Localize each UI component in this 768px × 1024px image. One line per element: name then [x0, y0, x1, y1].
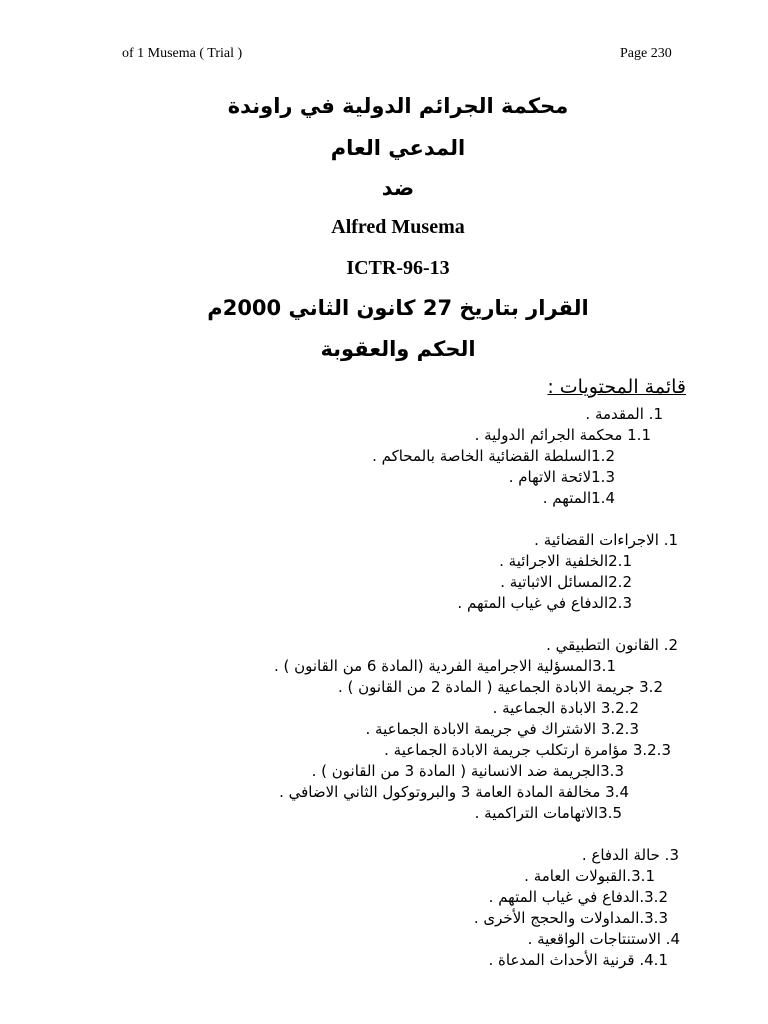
toc-line: 3.3الجريمة ضد الانسانية ( المادة 3 من القانون ) .	[311, 762, 624, 780]
toc-line: 3.1المسؤلية الاجرامية الفردية (المادة 6 من القانون ) .	[273, 657, 616, 675]
toc-line: 3.2.2 الابادة الجماعية .	[492, 699, 639, 717]
toc-line: 3.2 جريمة الابادة الجماعية ( المادة 2 من القانون ) .	[338, 678, 663, 696]
toc-line: 3.2.الدفاع في غياب المتهم .	[488, 888, 668, 906]
prosecutor-title: المدعي العام	[330, 136, 466, 160]
header-left: of 1 Musema ( Trial )	[122, 46, 243, 61]
decision-date: القرار بتاريخ 27 كانون الثاني 2000م	[207, 296, 589, 320]
toc-line: 2.2المسائل الاثباتية .	[500, 573, 632, 591]
toc-line: 1. المقدمة .	[585, 405, 663, 423]
judgement-title: الحكم والعقوبة	[320, 337, 476, 361]
toc-line: 3.3.المداولات والحجج الأخرى .	[473, 909, 668, 927]
toc-line: 1.4المتهم .	[542, 489, 615, 507]
toc-line: 2.3الدفاع في غياب المتهم .	[457, 594, 632, 612]
toc-line: 1.2السلطة القضائية الخاصة بالمحاكم .	[372, 447, 615, 465]
page-number: Page 230	[620, 46, 672, 61]
toc-line: 1. الاجراءات القضائية .	[534, 531, 678, 549]
court-title: محكمة الجرائم الدولية في راوندة	[227, 94, 569, 118]
toc-line: 4. الاستنتاجات الواقعية .	[527, 930, 680, 948]
toc-heading: قائمة المحتويات :	[547, 376, 686, 398]
toc-line: 2. القانون التطبيقي .	[546, 636, 678, 654]
toc-line: 3. حالة الدفاع .	[581, 846, 679, 864]
toc-line: 4.1. قرنية الأحداث المدعاة .	[488, 951, 668, 969]
toc-line: 3.2.3 الاشتراك في جريمة الابادة الجماعية .	[365, 720, 639, 738]
toc-line: 1.3لائحة الاتهام .	[508, 468, 615, 486]
toc-line: 3.4 مخالفة المادة العامة 3 والبروتوكول الثاني الاضافي .	[279, 783, 629, 801]
toc-line: 2.1الخلفية الاجرائية .	[499, 552, 632, 570]
toc-line: 1.1 محكمة الجرائم الدولية .	[474, 426, 651, 444]
toc-line: 3.2.3 مؤامرة ارتكلب جريمة الابادة الجماعية .	[384, 741, 671, 759]
versus-title: ضد	[381, 176, 415, 200]
case-number: ICTR-96-13	[346, 257, 450, 279]
toc-line: 3.5الاتهامات التراكمية .	[474, 804, 622, 822]
toc-line: 3.1.القبولات العامة .	[524, 867, 655, 885]
defendant-name: Alfred Musema	[331, 216, 465, 238]
